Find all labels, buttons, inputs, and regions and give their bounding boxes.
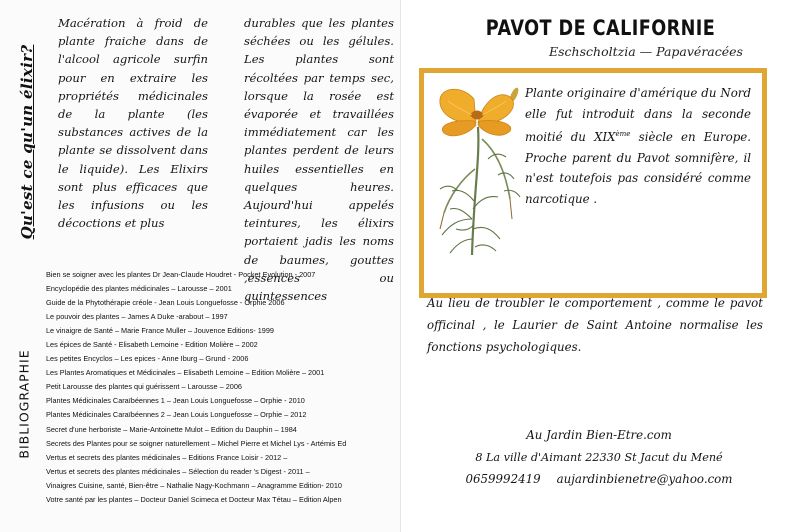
bibliography-heading-text: BIBLIOGRAPHIE [16, 349, 32, 459]
vertical-title [14, 36, 40, 248]
page-subtitle: Eschscholtzia — Papavéracées [549, 44, 743, 59]
bibliography-item: Le vinaigre de Santé – Marie France Muller – Jouvence Editions- 1999 [46, 326, 274, 336]
shop-name: Au Jardin Bien-Etre.com [526, 428, 672, 442]
bibliography-item: Vertus et secrets des plantes médicinales – Editions France Loisir - 2012 – [46, 452, 288, 462]
bibliography-item: Les épices de Santé - Elisabeth Lemoine - Edition Molière – 2002 [46, 340, 258, 350]
bibliography-item: Plantes Médicinales Caraïbéennes 2 – Jean Louis Longuefosse – Orphie – 2012 [46, 410, 307, 420]
intro-text-end: siècle en Europe. Proche parent du Pavot somnifère, il n'est toutefois pas considéré comme narcotique . [525, 130, 751, 206]
bibliography-item: Votre santé par les plantes – Docteur Daniel Scimeca et Docteur Max Tétau – Edition Alpen [46, 494, 342, 504]
century-superscript: ème [615, 130, 631, 139]
bibliography-item: Vertus et secrets des plantes médicinales – Sélection du reader 's Digest - 2011 – [46, 466, 310, 476]
bibliography-item: Les petites Encyclos – Les epices - Anne Iburg – Grund - 2006 [46, 354, 249, 364]
bibliography-item: Le pouvoir des plantes – James A Duke -arabout – 1997 [46, 312, 228, 322]
contact-line [419, 472, 779, 486]
intro-text-start: Plante originaire d'amérique du Nord elle fut introduit dans la seconde moitié du XIX [525, 86, 751, 145]
bibliography-item: Plantes Médicinales Caraïbéennes 1 – Jean Louis Longuefosse – Orphie - 2010 [46, 396, 305, 406]
bibliography-item: Secret d'une herboriste – Marie-Antoinette Mulot – Edition du Dauphin – 1984 [46, 424, 297, 434]
intro-paragraph [525, 83, 751, 209]
shop-address: 8 La ville d'Aimant 22330 St Jacut du Mené [475, 451, 723, 464]
bibliography-item: Les Plantes Aromatiques et Médicinales – Elisabeth Lemoine – Edition Molière – 2001 [46, 368, 325, 378]
bibliography-list [46, 268, 398, 507]
bibliography-item: Bien se soigner avec les plantes Dr Jean-Claude Houdret - Pocket Evolution - 2007 [46, 270, 316, 279]
elixir-text-column-2: durables que les plantes séchées ou les gélules. Les plantes sont récoltées par temps sec, lorsque la rosée est évaporée et travaillées immédiatement car les plantes perdent de leurs huiles essentielles en quelques heures. Aujourd'hui appelés teintures, les élixirs portaient jadis les noms de baumes, gouttes ,essences ou quintessences [244, 16, 394, 304]
bibliography-item: Guide de la Phytothérapie créole - Jean Louis Longuefosse - Orphie 2006 [46, 298, 285, 308]
bibliography-item: Petit Larousse des plantes qui guérissent – Larousse – 2006 [46, 382, 242, 392]
vertical-title-text: Qu'est ce qu'un élixir? [18, 44, 36, 240]
right-page [401, 0, 800, 532]
poppy-illustration [428, 79, 524, 255]
elixir-text-column-1: Macération à froid de plante fraiche dans de l'alcool agricole surfin pour en extraire les propriétés médicinales de la plante (les substances actives de la plante se dissolvent dans le liquide). Les Elixirs sont plus efficaces que les infusions ou les décoctions et plus [58, 16, 208, 231]
bibliography-item: Encyclopédie des plantes médicinales – Larousse – 2001 [46, 284, 232, 294]
bibliography-item: Secrets des Plantes pour se soigner naturellement – Michel Pierre et Michel Lys - Artémis Ed [46, 438, 347, 448]
second-paragraph: Au lieu de troubler le comportement , comme le pavot officinal , le Laurier de Saint Antoine normalise les fonctions psychologiques. [427, 296, 763, 354]
intro-frame [419, 68, 767, 298]
bibliography-item: Vinaigres Cuisine, santé, Bien-être – Nathalie Nagy-Kochmann – Anagramme Edition- 2010 [46, 480, 342, 490]
bibliography-heading [12, 306, 36, 502]
phone-number: 0659992419 [465, 472, 541, 486]
email-address: aujardinbienetre@yahoo.com [556, 472, 733, 486]
page-title: PAVOT DE CALIFORNIE [485, 16, 716, 40]
